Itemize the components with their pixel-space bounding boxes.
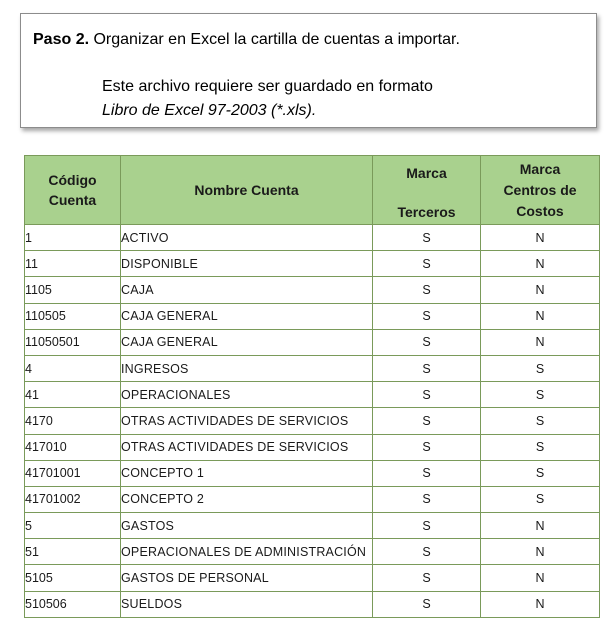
table-row (25, 513, 600, 539)
cell-name: OPERACIONALES DE ADMINISTRACIÓN (121, 539, 373, 565)
table-row (25, 277, 600, 303)
cell-centros: S (481, 460, 600, 486)
cell-centros: S (481, 408, 600, 434)
cell-centros: N (481, 513, 600, 539)
cell-centros: S (481, 382, 600, 408)
header-codigo-cuenta (25, 156, 121, 225)
cell-terceros: S (373, 408, 481, 434)
header-nombre-cuenta: Nombre Cuenta (121, 156, 373, 225)
cell-name: INGRESOS (121, 355, 373, 381)
cell-centros: N (481, 591, 600, 617)
header-marca-centros-costos (481, 156, 600, 225)
cell-terceros: S (373, 486, 481, 512)
cell-name: CAJA (121, 277, 373, 303)
cell-name: CAJA GENERAL (121, 303, 373, 329)
header-codigo-line1: Código (48, 172, 97, 188)
cell-code: 11 (25, 251, 121, 277)
cell-terceros: S (373, 591, 481, 617)
cell-code: 510506 (25, 591, 121, 617)
cell-terceros: S (373, 251, 481, 277)
table-row (25, 329, 600, 355)
cell-terceros: S (373, 225, 481, 251)
cell-name: OTRAS ACTIVIDADES DE SERVICIOS (121, 434, 373, 460)
cell-name: OTRAS ACTIVIDADES DE SERVICIOS (121, 408, 373, 434)
table-row (25, 382, 600, 408)
table-row (25, 355, 600, 381)
cell-name: ACTIVO (121, 225, 373, 251)
cell-code: 5 (25, 513, 121, 539)
step-label: Paso 2. (33, 31, 90, 48)
cell-code: 1 (25, 225, 121, 251)
table-row (25, 303, 600, 329)
cell-code: 5105 (25, 565, 121, 591)
cell-centros: S (481, 486, 600, 512)
cell-terceros: S (373, 513, 481, 539)
cell-code: 417010 (25, 434, 121, 460)
header-terceros-bottom: Terceros (397, 204, 456, 220)
header-marca-terceros (373, 156, 481, 225)
cell-name: OPERACIONALES (121, 382, 373, 408)
cell-name: GASTOS DE PERSONAL (121, 565, 373, 591)
cell-code: 1105 (25, 277, 121, 303)
table-header-row (25, 156, 600, 225)
header-codigo-line2: Cuenta (48, 192, 97, 208)
cell-name: CONCEPTO 2 (121, 486, 373, 512)
cell-centros: S (481, 434, 600, 460)
cell-centros: N (481, 277, 600, 303)
cell-code: 110505 (25, 303, 121, 329)
table-row (25, 460, 600, 486)
table-row (25, 408, 600, 434)
format-note-line2: Libro de Excel 97-2003 (*.xls). (102, 102, 317, 119)
table-row (25, 251, 600, 277)
cell-code: 4170 (25, 408, 121, 434)
format-note-line1: Este archivo requiere ser guardado en formato (102, 78, 433, 95)
cell-centros: N (481, 303, 600, 329)
cell-code: 41701002 (25, 486, 121, 512)
cell-centros: N (481, 225, 600, 251)
table-row (25, 565, 600, 591)
cell-centros: N (481, 329, 600, 355)
cell-name: DISPONIBLE (121, 251, 373, 277)
cell-name: CAJA GENERAL (121, 329, 373, 355)
cell-centros: N (481, 251, 600, 277)
header-terceros-top: Marca (406, 165, 447, 181)
instruction-box (20, 13, 597, 128)
table-row (25, 486, 600, 512)
cell-centros: S (481, 355, 600, 381)
cell-name: SUELDOS (121, 591, 373, 617)
header-centros-line3: Costos (516, 202, 564, 219)
cell-code: 41701001 (25, 460, 121, 486)
cell-terceros: S (373, 434, 481, 460)
cell-terceros: S (373, 303, 481, 329)
cell-terceros: S (373, 355, 481, 381)
cell-terceros: S (373, 460, 481, 486)
table-row (25, 225, 600, 251)
accounts-table (24, 155, 600, 618)
header-centros-line1: Marca (519, 160, 561, 177)
cell-code: 51 (25, 539, 121, 565)
step-heading (33, 29, 460, 51)
cell-name: CONCEPTO 1 (121, 460, 373, 486)
cell-terceros: S (373, 277, 481, 303)
cell-name: GASTOS (121, 513, 373, 539)
cell-code: 41 (25, 382, 121, 408)
table-row (25, 591, 600, 617)
step-text: Organizar en Excel la cartilla de cuentas a importar. (93, 31, 460, 48)
cell-code: 11050501 (25, 329, 121, 355)
cell-code: 4 (25, 355, 121, 381)
cell-terceros: S (373, 565, 481, 591)
cell-terceros: S (373, 539, 481, 565)
table-row (25, 539, 600, 565)
cell-centros: N (481, 539, 600, 565)
table-row (25, 434, 600, 460)
cell-centros: N (481, 565, 600, 591)
table-body (25, 225, 600, 618)
cell-terceros: S (373, 329, 481, 355)
cell-terceros: S (373, 382, 481, 408)
header-centros-line2: Centros de (503, 181, 577, 198)
